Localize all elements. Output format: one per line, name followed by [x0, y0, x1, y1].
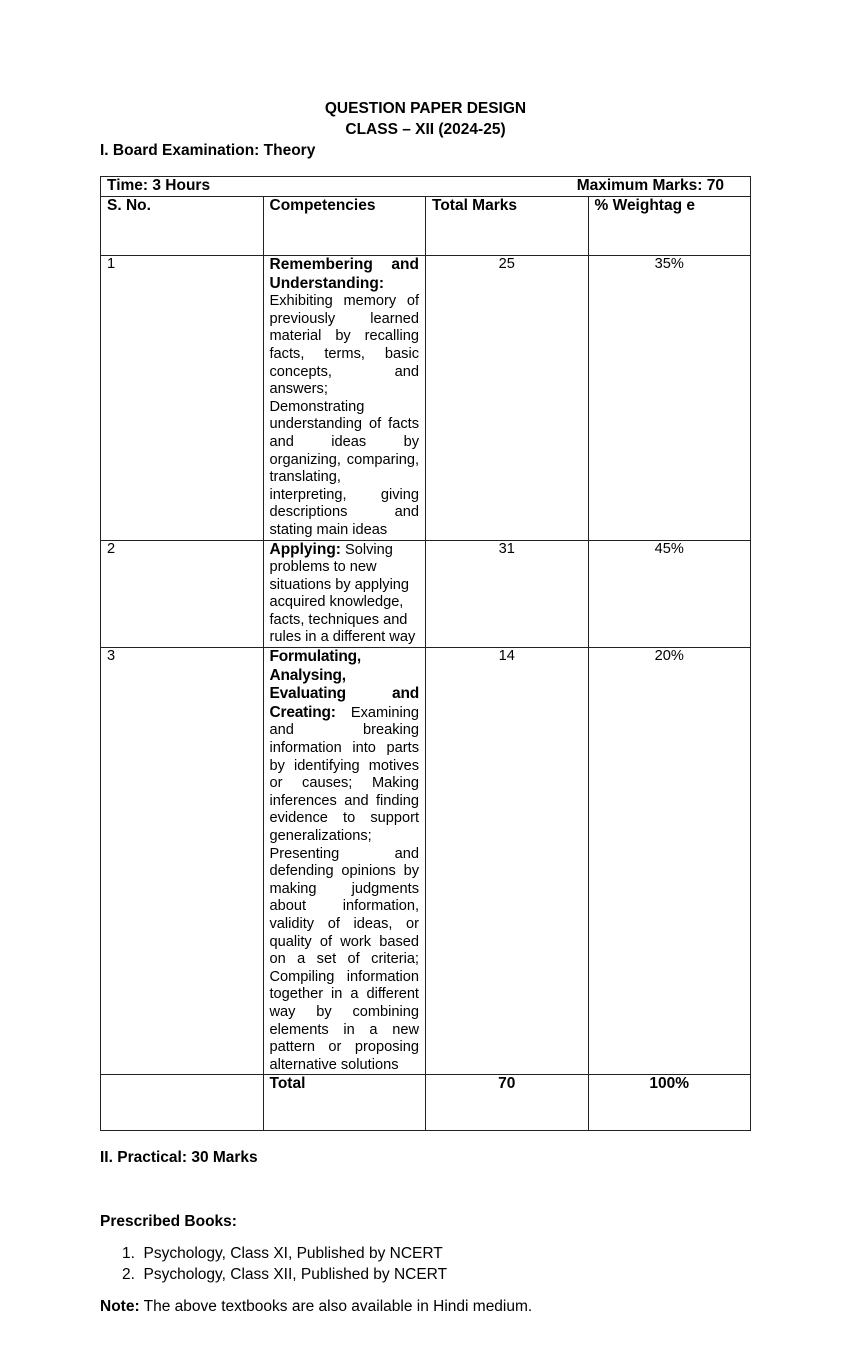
table-top-row: [101, 177, 751, 197]
competency-title: Applying:: [269, 540, 341, 558]
max-marks-label: Maximum Marks: 70: [576, 177, 724, 194]
book-item: 1. Psychology, Class XI, Published by NCERT: [122, 1245, 443, 1263]
competency-desc: Exhibiting memory of previously learned material by recalling facts, terms, basic concepts, and answers; Demonstrating understanding of facts and ideas by organizing, comparing, translating, interpreting, giving descriptions and stating main ideas: [269, 293, 419, 538]
competency-title: Formulating, Analysing, Evaluating and Creating:: [269, 648, 419, 721]
table-row: [101, 540, 751, 648]
row-competency: [263, 648, 426, 1075]
row-competency: [263, 256, 426, 541]
doc-subtitle: CLASS – XII (2024-25): [345, 121, 506, 138]
competency-title: Remembering and Understanding:: [269, 256, 419, 292]
row-weight: 20%: [588, 648, 751, 1075]
book-item: 2. Psychology, Class XII, Published by NCERT: [122, 1266, 448, 1284]
header-total-marks: Total Marks: [426, 197, 589, 256]
table-row: [101, 648, 751, 1075]
question-design-table: [100, 176, 751, 1131]
total-label: Total: [263, 1075, 426, 1131]
total-weight: 100%: [588, 1075, 751, 1131]
time-label: Time: 3 Hours: [107, 177, 211, 194]
table-row: [101, 256, 751, 541]
row-marks: 31: [426, 540, 589, 648]
row-weight: 45%: [588, 540, 751, 648]
table-total-row: [101, 1075, 751, 1131]
row-sno: 3: [101, 648, 264, 1075]
row-competency: [263, 540, 426, 648]
competency-desc: Solving problems to new situations by applying acquired knowledge, facts, techniques and rules in a different way: [269, 541, 416, 646]
total-marks: 70: [426, 1075, 589, 1131]
section-practical-title: II. Practical: 30 Marks: [100, 1149, 258, 1167]
table-header-row: [101, 197, 751, 256]
header-competencies: Competencies: [263, 197, 426, 256]
section-theory-title: I. Board Examination: Theory: [100, 142, 316, 159]
row-sno: 2: [101, 540, 264, 648]
doc-title: QUESTION PAPER DESIGN: [324, 100, 527, 117]
note-text: The above textbooks are also available in Hindi medium.: [139, 1298, 533, 1316]
header-weightage: % Weightag e: [588, 197, 751, 256]
row-weight: 35%: [588, 256, 751, 541]
note: [100, 1296, 751, 1317]
row-marks: 14: [426, 648, 589, 1075]
row-marks: 25: [426, 256, 589, 541]
note-label: Note:: [100, 1298, 140, 1316]
row-sno: 1: [101, 256, 264, 541]
header-sno: S. No.: [101, 197, 264, 256]
competency-desc: Examining and breaking information into parts by identifying motives or causes; Making inferences and finding evidence to support generalizations; Presenting and defending opinions by making judgments about information, validity of ideas, or quality of work based on a set of criteria; Compiling information together in a different way by combining elements in a new pattern or proposing alternative solutions: [269, 704, 419, 1073]
books-title: Prescribed Books:: [100, 1213, 237, 1231]
